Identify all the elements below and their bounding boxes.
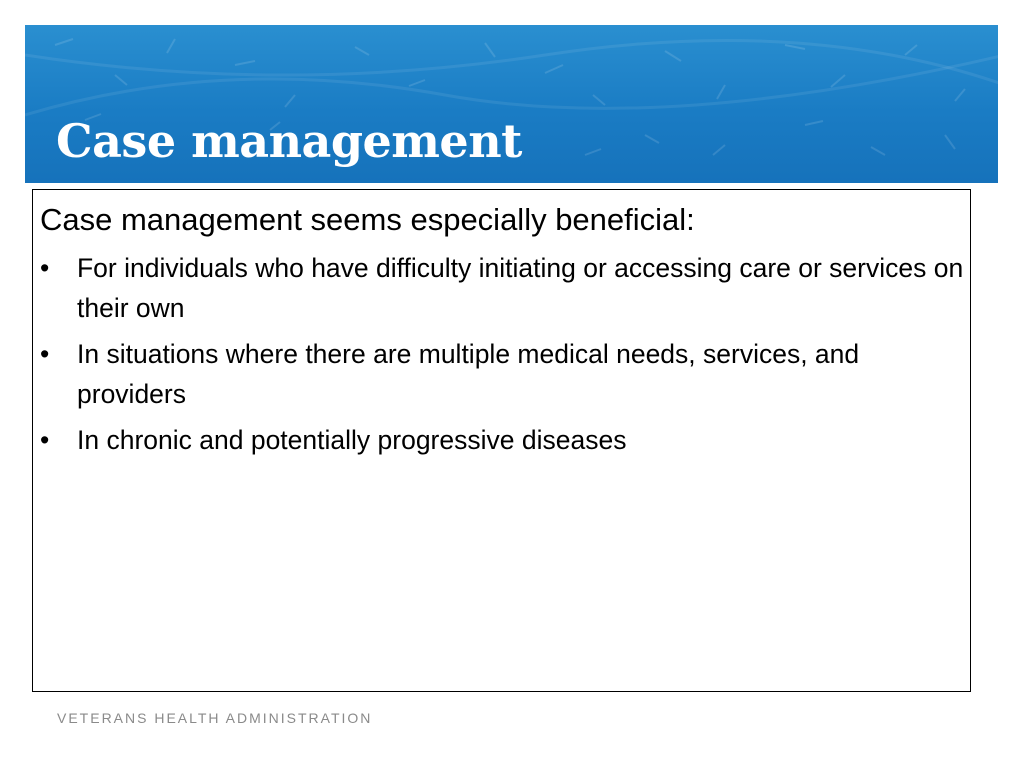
- list-item: [40, 248, 965, 328]
- bullet-list: [40, 248, 965, 466]
- bullet-icon: •: [40, 425, 50, 455]
- bullet-text: In chronic and potentially progressive diseases: [77, 425, 627, 455]
- bullet-icon: •: [40, 253, 50, 283]
- bullet-text: For individuals who have difficulty initiating or accessing care or services on their own: [77, 253, 964, 323]
- bullet-text: In situations where there are multiple medical needs, services, and providers: [77, 339, 860, 409]
- footer-text: VETERANS HEALTH ADMINISTRATION: [57, 710, 373, 726]
- list-item: [40, 334, 965, 414]
- bullet-icon: •: [40, 339, 50, 369]
- page-title: Case management: [56, 114, 522, 168]
- intro-text: Case management seems especially beneficial:: [40, 202, 695, 237]
- list-item: [40, 420, 965, 460]
- content-box: [32, 189, 971, 692]
